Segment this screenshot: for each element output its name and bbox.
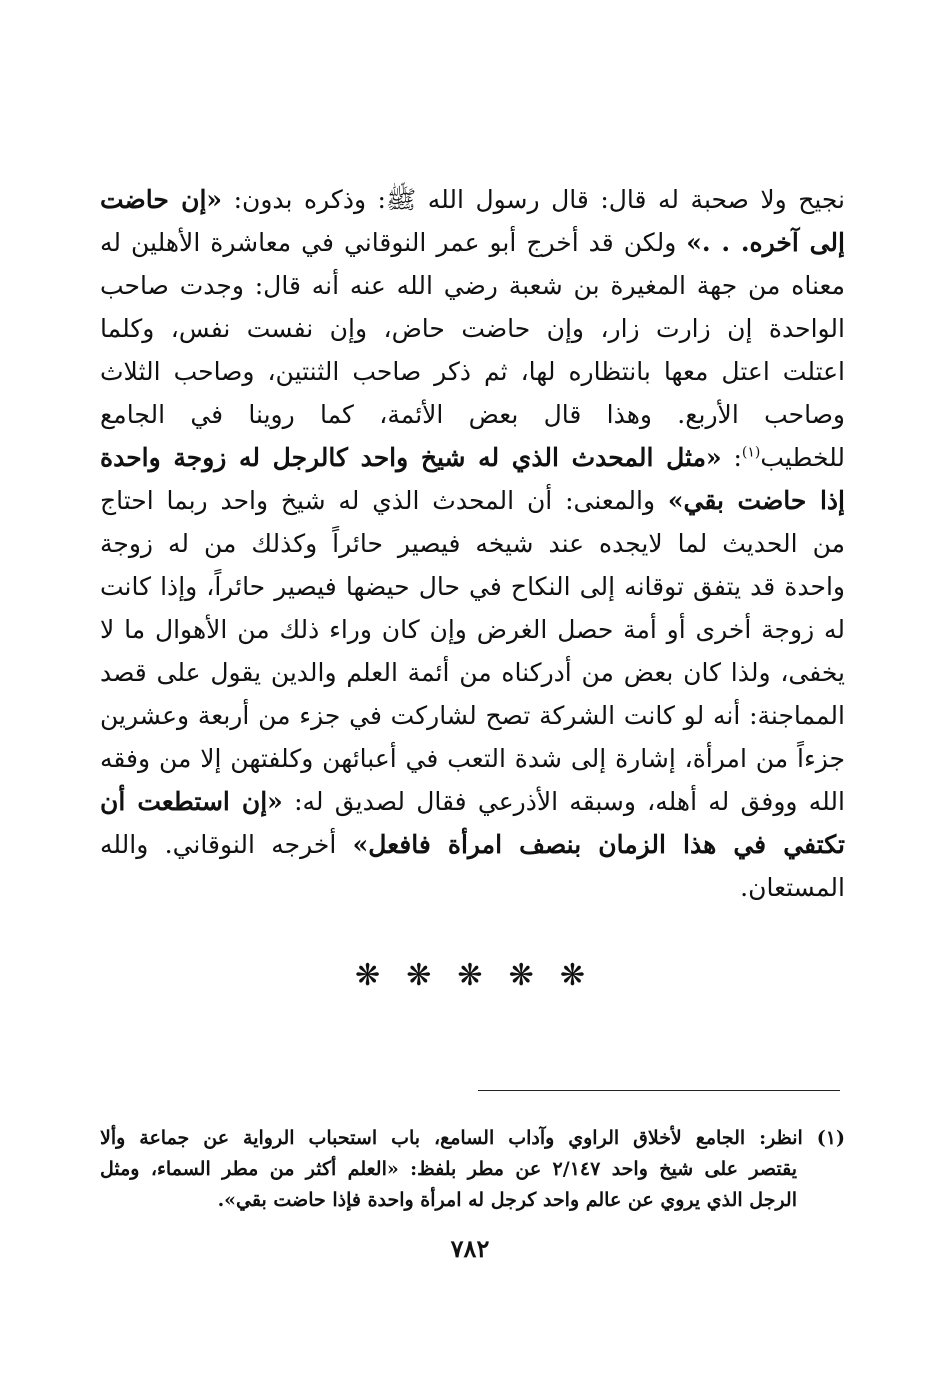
footnote-line: الرجل الذي يروي عن عالم واحد كرجل له امرأة واحدة فإذا حاضت بقي». (217, 1189, 797, 1211)
text-line: إذا حاضت بقي» والمعنى: أن المحدث الذي له شيخ واحد ربما احتاج (100, 486, 845, 515)
star-ornament: ❋ (457, 958, 483, 993)
star-ornament: ❋ (508, 958, 534, 993)
footnote-line: (١)انظر: الجامع لأخلاق الراوي وآداب السامع، باب استحباب الرواية عن جماعة وألا (100, 1127, 845, 1149)
text-line: وصاحب الأربع. وهذا قال بعض الأئمة، كما روينا في الجامع (100, 400, 845, 429)
section-separator (355, 958, 585, 993)
text-line: له زوجة أخرى أو أمة حصل الغرض وإن كان وراء ذلك من الأهوال ما لا (100, 615, 845, 644)
star-ornament: ❋ (559, 958, 585, 993)
text-line: نجيح ولا صحبة له قال: قال رسول الله ﷺ: وذكره بدون: «إن حاضت (100, 185, 845, 214)
text-line: إلى آخره. . .» ولكن قد أخرج أبو عمر النوقاني في معاشرة الأهلين له (100, 228, 845, 257)
text-line: المماجنة: أنه لو كانت الشركة تصح لشاركت في جزء من أربعة وعشرين (100, 701, 845, 730)
footnote-divider (478, 1090, 840, 1091)
star-ornament: ❋ (355, 958, 381, 993)
text-line: الله ووفق له أهله، وسبقه الأذرعي فقال لصديق له: «إن استطعت أن (100, 787, 845, 816)
footnote-line: يقتصر على شيخ واحد ٢/١٤٧ عن مطر بلفظ: «العلم أكثر من مطر السماء، ومثل (100, 1158, 797, 1180)
main-text (100, 178, 845, 909)
text-line: تكتفي في هذا الزمان بنصف امرأة فافعل» أخرجه النوقاني. والله (100, 830, 845, 859)
text-line: اعتلت اعتل معها بانتظاره لها، ثم ذكر صاحب الثنتين، وصاحب الثلاث (100, 357, 845, 386)
text-line: من الحديث لما لايجده عند شيخه فيصير حائراً وكذلك من له زوجة (100, 529, 845, 558)
star-ornament: ❋ (406, 958, 432, 993)
footnote (100, 1123, 845, 1216)
text-line: جزءاً من امرأة، إشارة إلى شدة التعب في أعبائهن وكلفتهن إلا من وفقه (100, 744, 845, 773)
text-line: معناه من جهة المغيرة بن شعبة رضي الله عنه أنه قال: وجدت صاحب (100, 271, 845, 300)
text-line: الواحدة إن زارت زار، وإن حاضت حاض، وإن نفست نفس، وكلما (100, 314, 845, 343)
page-number: ٧٨٢ (450, 1234, 490, 1263)
footnote-number: (١) (816, 1127, 845, 1149)
text-line: للخطيب$^{(١)}$: «مثل المحدث الذي له شيخ واحد كالرجل له زوجة واحدة (100, 443, 845, 472)
text-line: المستعان. (740, 873, 845, 902)
text-line: واحدة قد يتفق توقانه إلى النكاح في حال حيضها فيصير حائراً، وإذا كانت (100, 572, 845, 601)
footnote-ref[interactable]: (١) (741, 444, 761, 461)
text-line: يخفى، ولذا كان بعض من أدركناه من أئمة العلم والدين يقول على قصد (100, 658, 845, 687)
